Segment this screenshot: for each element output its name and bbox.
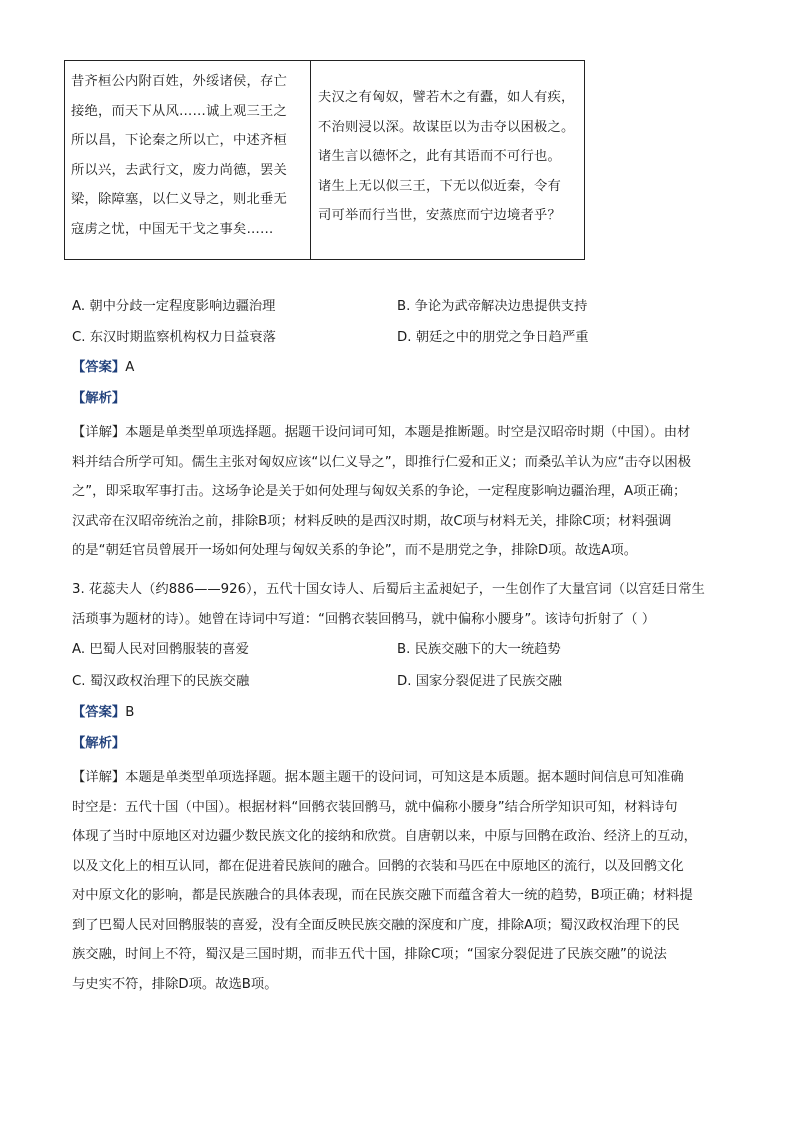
q2-analysis-tag: 【解析】: [72, 391, 126, 406]
q3-answer-tag: 【答案】: [72, 705, 126, 720]
q2-answer-tag: 【答案】: [72, 360, 126, 375]
q3-analysis-heading: [72, 734, 125, 754]
q3-stem-line: 3. 花蕊夫人（约886——926），五代十国女诗人、后蜀后主孟昶妃子，一生创作了大量宫词（以宫廷日常生: [72, 582, 705, 597]
q3-detail-line: 族交融，时间上不符，蜀汉是三国时期，而非五代十国，排除C项；“国家分裂促进了民族交融”的说法: [72, 947, 667, 962]
material-right-text: 夫汉之有匈奴，譬若木之有蠹，如人有疾， 不治则浸以深。故谋臣以为击夺以困极之。 诸生言以德怀之，此有其语而不可行也。 诸生上无以似三王，下无以似近秦，令有 司可举而行当世，安蒸庶而宁边境者乎？: [318, 90, 575, 224]
q3-detail-line: 体现了当时中原地区对边疆少数民族文化的接纳和欣赏。自唐朝以来，中原与回鹘在政治、经济上的互动，: [72, 829, 697, 844]
q3-answer-line: [72, 703, 134, 723]
material-table: [64, 60, 585, 260]
q3-option-c: C. 蜀汉政权治理下的民族交融: [72, 674, 250, 689]
q2-detail-line: 汉武帝在汉昭帝统治之前，排除B项；材料反映的是西汉时期，故C项与材料无关，排除C项；材料强调: [72, 513, 672, 529]
q2-detail-line: 【详解】本题是单类型单项选择题。据题干设问词可知，本题是推断题。时空是汉昭帝时期（中国）。由材: [72, 425, 691, 440]
q3-analysis-tag: 【解析】: [72, 736, 126, 751]
q2-answer-line: [72, 358, 134, 378]
q2-detail-line: 料并结合所学可知。儒生主张对匈奴应该“以仁义导之”，即推行仁爱和正义；而桑弘羊认为应“击夺以困极: [72, 454, 692, 470]
q3-stem-line: 活琐事为题材的诗）。她曾在诗词中写道：“回鹘衣装回鹘马，就中偏称小腰身”。该诗句折射了（ ）: [72, 611, 656, 627]
q2-option-c: C. 东汉时期监察机构权力日益衰落: [72, 330, 276, 345]
q2-detail-paragraph: [72, 418, 732, 566]
q2-answer-value: A: [125, 360, 135, 375]
q3-detail-line: 对中原文化的影响，都是民族融合的具体表现，而在民族交融下而蕴含着大一统的趋势，B项正确；材料提: [72, 888, 693, 903]
q3-detail-line: 时空是：五代十国（中国）。根据材料“回鹘衣装回鹘马，就中偏称小腰身”结合所学知识可知，材料诗句: [72, 799, 678, 815]
material-left-cell: [65, 61, 311, 260]
q2-detail-line: 的是“朝廷官员曾展开一场如何处理与匈奴关系的争论”，而不是朋党之争，排除D项。故选A项。: [72, 543, 637, 558]
q3-detail-line: 与史实不符，排除D项。故选B项。: [72, 976, 278, 992]
q2-option-d: D. 朝廷之中的朋党之争日趋严重: [397, 330, 589, 345]
q2-option-b: B. 争论为武帝解决边患提供支持: [397, 299, 588, 314]
q3-detail-line: 【详解】本题是单类型单项选择题。据本题主题干的设问词，可知这是本质题。据本题时间信息可知准确: [72, 770, 684, 785]
q3-detail-line: 到了巴蜀人民对回鹘服装的喜爱，没有全面反映民族交融的深度和广度，排除A项；蜀汉政权治理下的民: [72, 917, 680, 933]
material-left-text: 昔齐桓公内附百姓，外绥诸侯，存亡 接绝，而天下从风……诚上观三王之 所以昌，下论秦之所以亡，中述齐桓 所以兴，去武行文，废力尚德，罢关 梁，除障塞，以仁义导之，则北垂无 寇虏之忧，中国无干戈之事矣……: [71, 74, 287, 237]
q2-option-a: A. 朝中分歧一定程度影响边疆治理: [72, 299, 276, 314]
q2-analysis-heading: [72, 389, 125, 409]
q3-option-a: A. 巴蜀人民对回鹘服装的喜爱: [72, 642, 249, 657]
q2-detail-line: 之”，即采取军事打击。这场争论是关于如何处理与匈奴关系的争论，一定程度影响边疆治理，A项正确；: [72, 484, 687, 499]
material-right-cell: [311, 61, 585, 260]
q3-detail-paragraph: [72, 763, 732, 999]
q3-option-d: D. 国家分裂促进了民族交融: [397, 674, 562, 689]
q3-answer-value: B: [125, 705, 135, 720]
q3-option-b: B. 民族交融下的大一统趋势: [397, 642, 561, 657]
q3-detail-line: 以及文化上的相互认同，都在促进着民族间的融合。回鹘的衣装和马匹在中原地区的流行，以及回鹘文化: [72, 858, 684, 874]
q3-stem: [72, 575, 732, 634]
